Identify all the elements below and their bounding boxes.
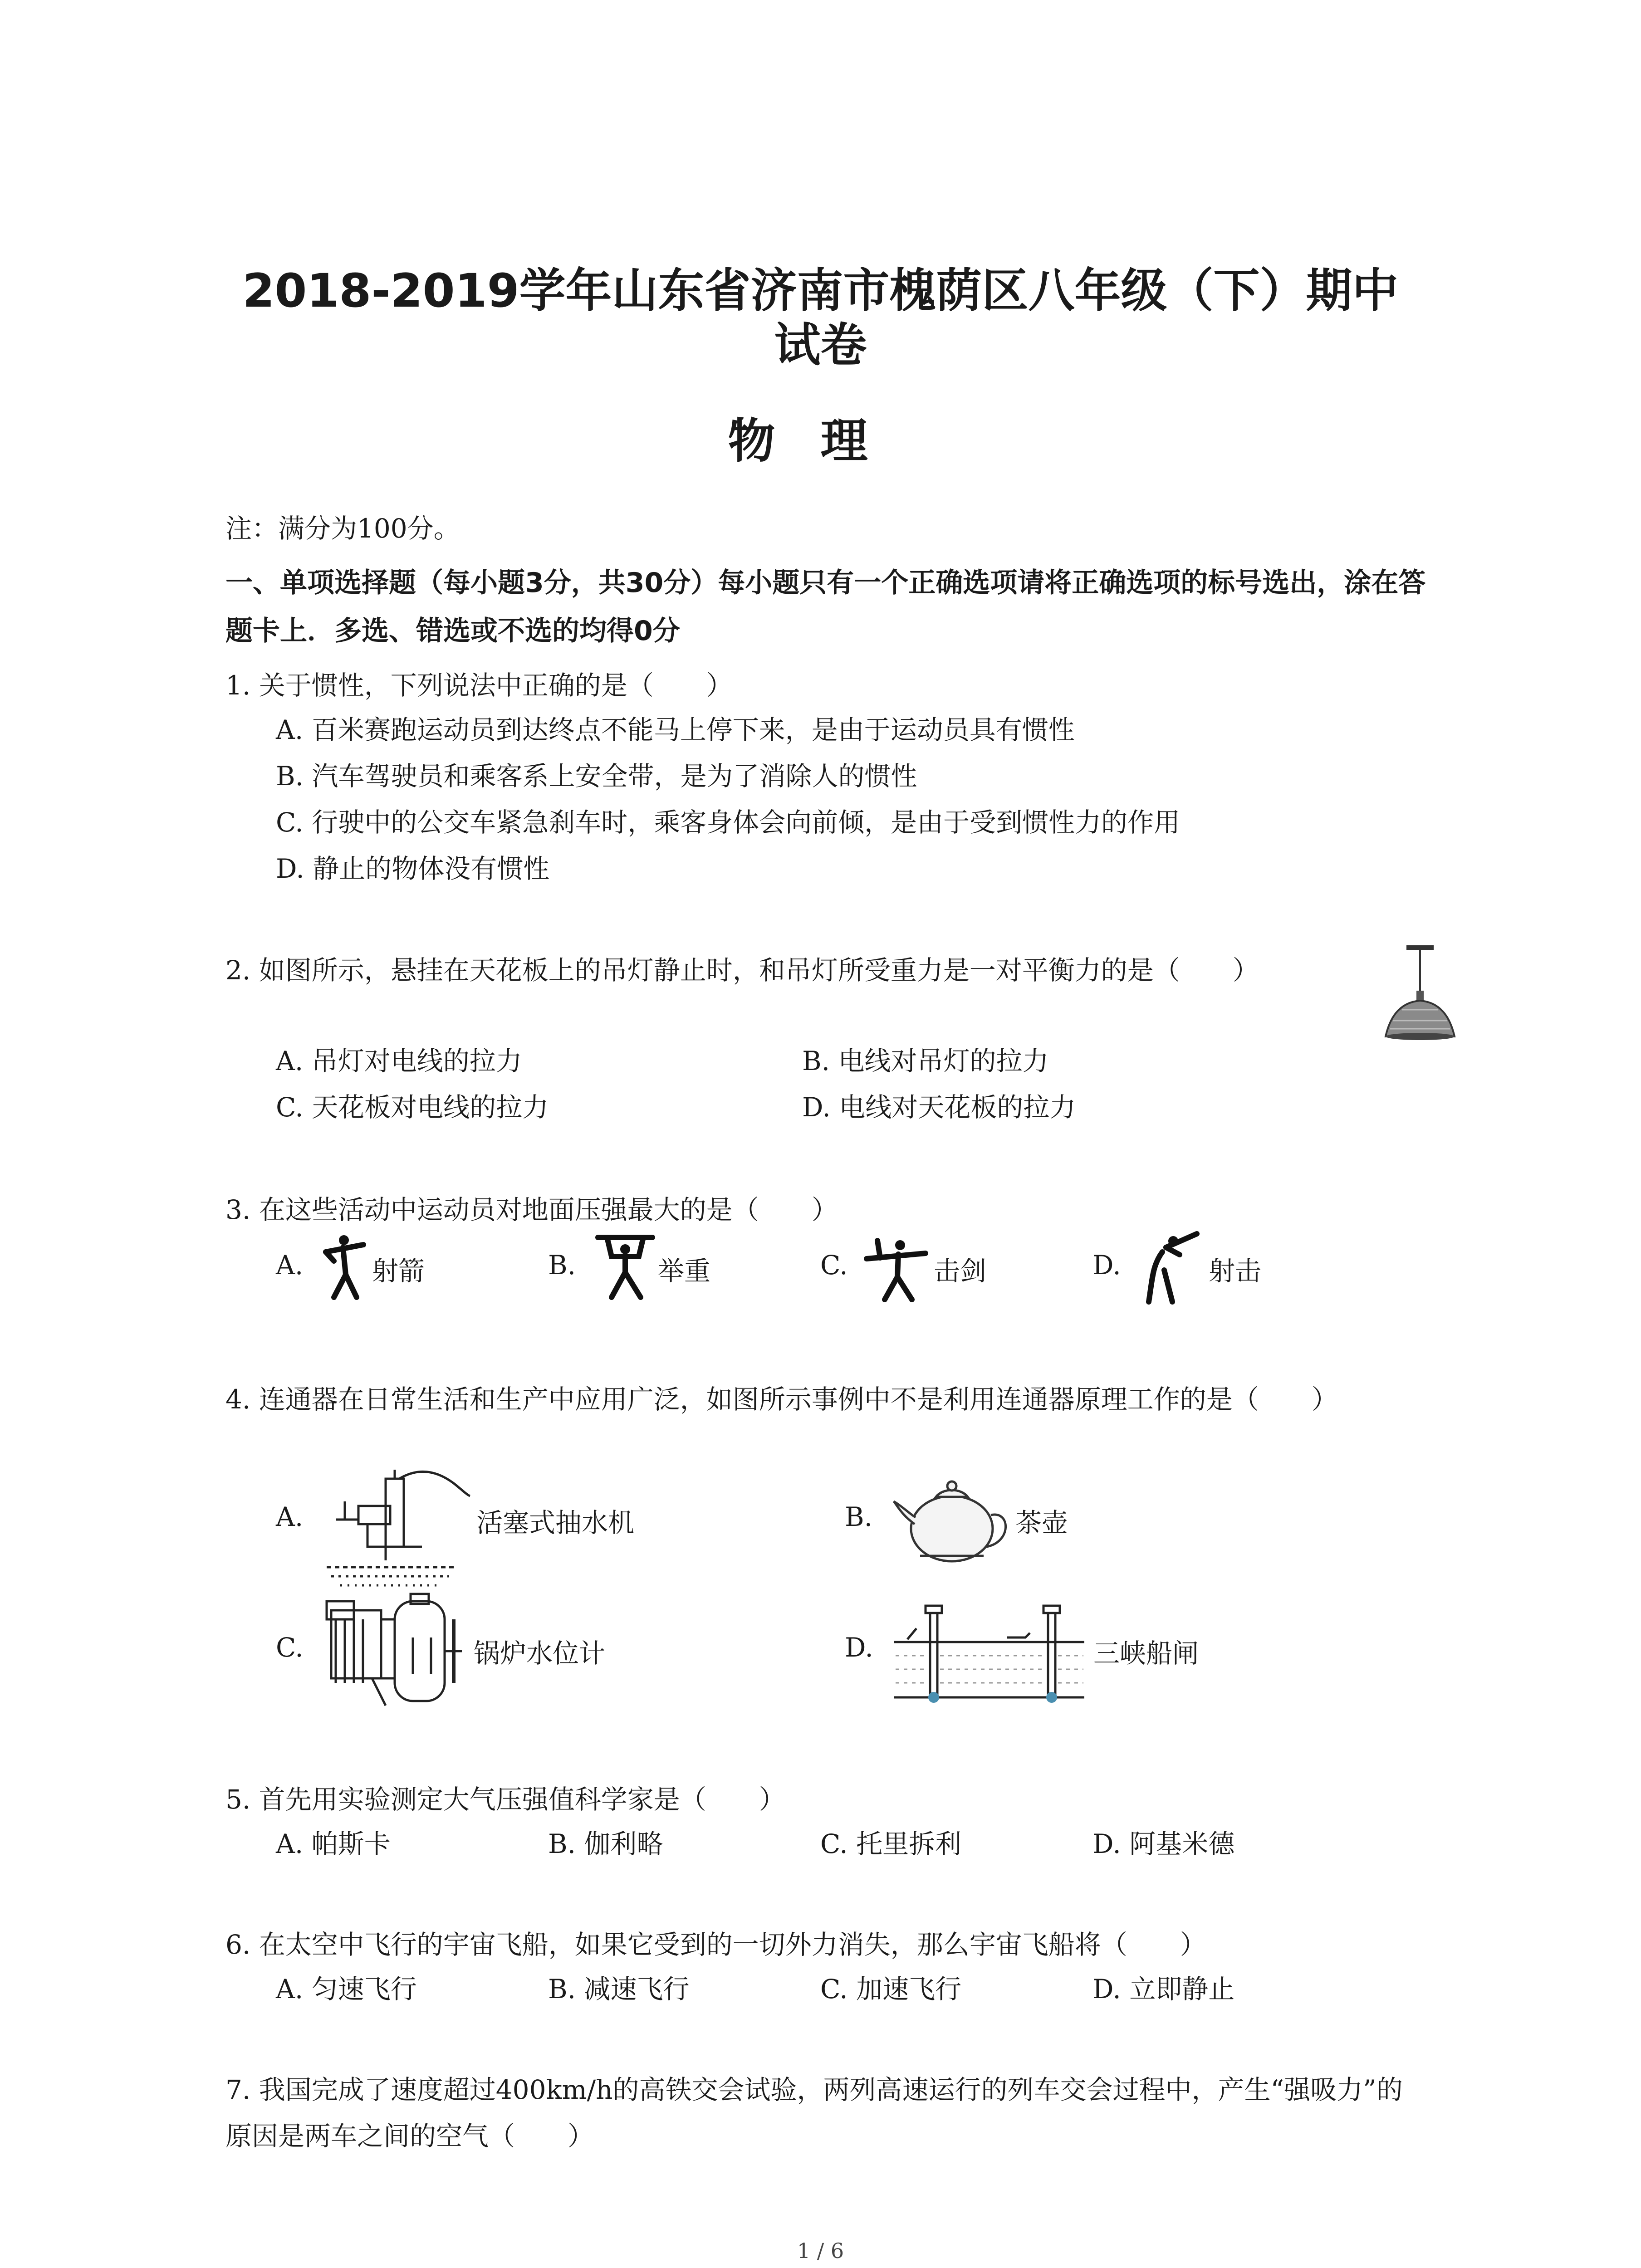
weightlifting-pictogram-icon: [593, 1229, 657, 1302]
q2-option-a: A. 吊灯对电线的拉力: [276, 1046, 522, 1076]
fencing-pictogram-icon: [862, 1232, 930, 1304]
boiler-gauge-figure: [318, 1592, 467, 1710]
q1-option-c: C. 行驶中的公交车紧急刹车时，乘客身体会向前倾，是由于受到惯性力的作用: [276, 807, 1181, 838]
exam-title-line1: 2018-2019学年山东省济南市槐荫区八年级（下）期中: [242, 264, 1399, 318]
q5-option-a: A. 帕斯卡: [276, 1828, 391, 1859]
q4-option-b-label: 茶壶: [1015, 1507, 1068, 1538]
archery-pictogram-icon: [320, 1234, 370, 1302]
q4-option-b-letter: B.: [845, 1501, 873, 1532]
q6-option-c: C. 加速飞行: [820, 1974, 962, 2004]
q6-option-a: A. 匀速飞行: [276, 1974, 417, 2004]
q1-option-d: D. 静止的物体没有惯性: [276, 853, 550, 884]
q3-option-b-letter: B.: [548, 1250, 576, 1281]
ship-lock-figure: [889, 1601, 1089, 1706]
page-number: 1 / 6: [797, 2239, 844, 2263]
q2-option-b: B. 电线对吊灯的拉力: [802, 1046, 1049, 1076]
question-4: 4. 连通器在日常生活和生产中应用广泛，如图所示事例中不是利用连通器原理工作的是（ ）: [225, 1384, 1338, 1415]
shooting-pictogram-icon: [1139, 1229, 1202, 1306]
q2-option-c: C. 天花板对电线的拉力: [276, 1092, 549, 1123]
q3-option-c-letter: C.: [820, 1250, 848, 1281]
q5-option-c: C. 托里拆利: [820, 1828, 962, 1859]
question-2: 2. 如图所示，悬挂在天花板上的吊灯静止时，和吊灯所受重力是一对平衡力的是（ ）: [225, 955, 1259, 986]
section-heading: 一、单项选择题（每小题3分，共30分）每小题只有一个正确选项请将正确选项的标号选出，涂在答题卡上．多选、错选或不选的均得0分: [225, 567, 1426, 647]
q5-option-d: D. 阿基米德: [1092, 1828, 1235, 1859]
q3-option-c-label: 击剑: [934, 1256, 987, 1286]
q6-option-d: D. 立即静止: [1092, 1974, 1235, 2004]
q2-option-d: D. 电线对天花板的拉力: [802, 1092, 1076, 1123]
piston-pump-figure: [318, 1470, 472, 1592]
q3-option-d-letter: D.: [1092, 1250, 1121, 1281]
question-3: 3. 在这些活动中运动员对地面压强最大的是（ ）: [225, 1194, 838, 1225]
q4-option-a-letter: A.: [276, 1501, 304, 1532]
q5-option-b: B. 伽利略: [548, 1828, 663, 1859]
q4-option-c-letter: C.: [276, 1632, 304, 1663]
question-1: 1. 关于惯性，下列说法中正确的是（ ）: [225, 670, 733, 701]
q4-option-a-label: 活塞式抽水机: [476, 1507, 635, 1538]
q3-option-a-letter: A.: [276, 1250, 304, 1281]
q3-option-a-label: 射箭: [372, 1256, 425, 1286]
score-note: 注：满分为100分。: [225, 513, 460, 544]
question-6: 6. 在太空中飞行的宇宙飞船，如果它受到的一切外力消失，那么宇宙飞船将（ ）: [225, 1929, 1206, 1960]
q4-option-d-label: 三峡船闸: [1093, 1638, 1199, 1669]
exam-title-line2: 试卷: [774, 318, 867, 372]
pendant-lamp-figure: [1379, 943, 1461, 1043]
q3-option-d-label: 射击: [1209, 1256, 1262, 1286]
q1-option-a: A. 百米赛跑运动员到达终点不能马上停下来，是由于运动员具有惯性: [276, 714, 1075, 745]
q1-option-b: B. 汽车驾驶员和乘客系上安全带，是为了消除人的惯性: [276, 761, 917, 792]
question-5: 5. 首先用实验测定大气压强值科学家是（ ）: [225, 1784, 785, 1815]
q6-option-b: B. 减速飞行: [548, 1974, 690, 2004]
subject-heading: 物理: [728, 413, 913, 469]
question-7: 7. 我国完成了速度超过400km/h的高铁交会试验，两列高速运行的列车交会过程中，产生“强吸力”的原因是两车之间的空气（ ）: [225, 2074, 1403, 2151]
teapot-figure: [893, 1474, 1015, 1569]
q4-option-c-label: 锅炉水位计: [474, 1638, 606, 1669]
q3-option-b-label: 举重: [658, 1256, 711, 1286]
q4-option-d-letter: D.: [845, 1632, 873, 1663]
